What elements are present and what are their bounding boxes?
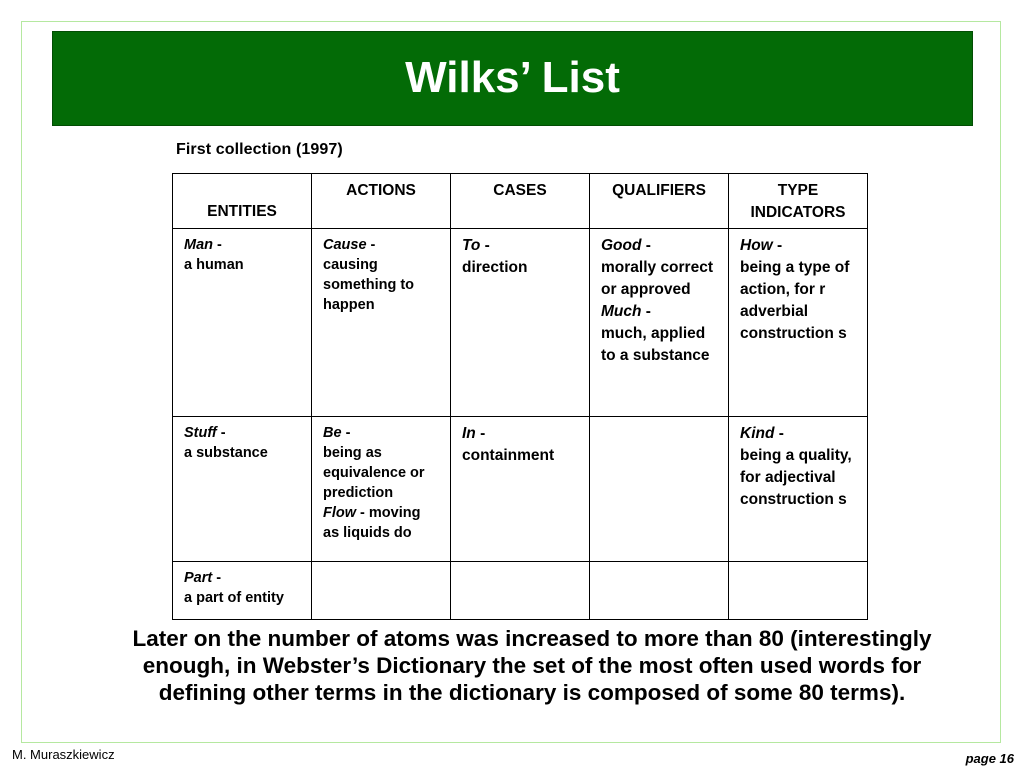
cell-content	[590, 417, 728, 427]
entry-definition: a part of entity	[184, 590, 284, 606]
cell-content	[590, 562, 728, 572]
cell-content	[312, 229, 450, 319]
entry-term: Flow	[323, 505, 357, 521]
cell-entry	[740, 423, 859, 511]
entry-definition: as liquids do	[323, 525, 412, 541]
header-label: ACTIONS	[346, 182, 416, 199]
entry-separator: -	[475, 425, 486, 442]
cell-entry	[184, 568, 303, 608]
table-cell	[451, 229, 590, 417]
cell-content	[312, 562, 450, 572]
entry-separator: -	[774, 425, 784, 442]
entry-separator: -	[213, 237, 222, 253]
entry-term: Stuff	[184, 425, 217, 441]
table-cell	[729, 229, 868, 417]
table-cell	[312, 562, 451, 620]
table-cell	[173, 417, 312, 562]
entry-separator: -	[641, 303, 651, 320]
entry-term: Man	[184, 237, 213, 253]
entry-term: Part	[184, 570, 213, 586]
entry-definition: a substance	[184, 445, 268, 461]
entry-definition: being a quality, for adjectival construction s	[740, 447, 852, 508]
entry-definition: containment	[462, 447, 555, 464]
entry-term: How	[740, 237, 773, 254]
cell-content	[729, 417, 867, 515]
header-cell	[312, 174, 451, 229]
entry-definition: direction	[462, 259, 528, 276]
table-cell	[451, 417, 590, 562]
entry-term: Cause	[323, 237, 367, 253]
header-cell	[729, 174, 868, 229]
entry-separator: -	[216, 425, 226, 441]
title-banner	[52, 31, 973, 126]
header-label: CASES	[493, 182, 547, 199]
cell-content	[312, 417, 450, 547]
table-cell	[173, 562, 312, 620]
wilks-table	[172, 173, 868, 620]
entry-separator: -	[480, 237, 490, 254]
slide-title: Wilks’ List	[405, 52, 620, 102]
cell-entry	[601, 235, 720, 301]
header-cell	[451, 174, 590, 229]
table-row	[173, 562, 868, 620]
entry-separator: -	[341, 425, 351, 441]
entry-definition: being a type of action, for r adverbial construction s	[740, 259, 850, 342]
header-cell	[590, 174, 729, 229]
cell-entry	[740, 235, 859, 345]
header-label: ENTITIES	[207, 203, 277, 220]
footer-author: M. Muraszkiewicz	[12, 747, 115, 762]
entry-separator: -	[212, 570, 222, 586]
entry-definition: much, applied to a substance	[601, 325, 710, 364]
entry-term: Kind	[740, 425, 775, 442]
cell-content	[729, 229, 867, 349]
entry-definition: a human	[184, 257, 244, 273]
table-header-row	[173, 174, 868, 229]
table-cell	[173, 229, 312, 417]
entry-term: To	[462, 237, 481, 254]
entry-term: Good	[601, 237, 642, 254]
entry-term: Much	[601, 303, 642, 320]
body-paragraph: Later on the number of atoms was increased to more than 80 (interestingly enough, in Webster’s Dictionary the set of the most often used words for defining other terms in the dictionary is composed of some 80 terms).	[132, 626, 932, 705]
cell-entry	[601, 301, 720, 367]
table-cell	[590, 417, 729, 562]
cell-content	[729, 562, 867, 572]
cell-entry	[323, 423, 442, 503]
entry-term: In	[462, 425, 476, 442]
entry-separator: -	[366, 237, 376, 253]
table-cell	[590, 229, 729, 417]
table-cell	[451, 562, 590, 620]
cell-entry	[462, 423, 581, 467]
table-caption: First collection (1997)	[176, 141, 343, 158]
header-label: TYPE INDICATORS	[750, 182, 846, 221]
entry-definition: morally correct or approved	[601, 259, 713, 298]
table-cell	[590, 562, 729, 620]
table-cell	[729, 562, 868, 620]
entry-definition: causing something to happen	[323, 257, 415, 313]
cell-entry	[184, 235, 303, 275]
cell-content	[590, 229, 728, 371]
cell-content	[173, 562, 311, 612]
entry-separator: -	[772, 237, 783, 254]
table-cell	[312, 229, 451, 417]
header-label: QUALIFIERS	[612, 182, 706, 199]
entry-separator: -	[641, 237, 651, 254]
cell-content	[173, 417, 311, 467]
cell-entry	[323, 235, 442, 315]
cell-content	[451, 417, 589, 471]
table-row	[173, 417, 868, 562]
table-row	[173, 229, 868, 417]
cell-entry	[462, 235, 581, 279]
table-cell	[729, 417, 868, 562]
header-cell	[173, 174, 312, 229]
cell-content	[451, 562, 589, 572]
table-cell	[312, 417, 451, 562]
footer-page-number: page 16	[965, 751, 1014, 766]
entry-separator: - moving	[356, 505, 421, 521]
entry-term: Be	[323, 425, 342, 441]
entry-definition: being as equivalence or prediction	[323, 445, 425, 501]
cell-entry	[323, 503, 442, 543]
cell-content	[451, 229, 589, 283]
cell-entry	[184, 423, 303, 463]
cell-content	[173, 229, 311, 279]
